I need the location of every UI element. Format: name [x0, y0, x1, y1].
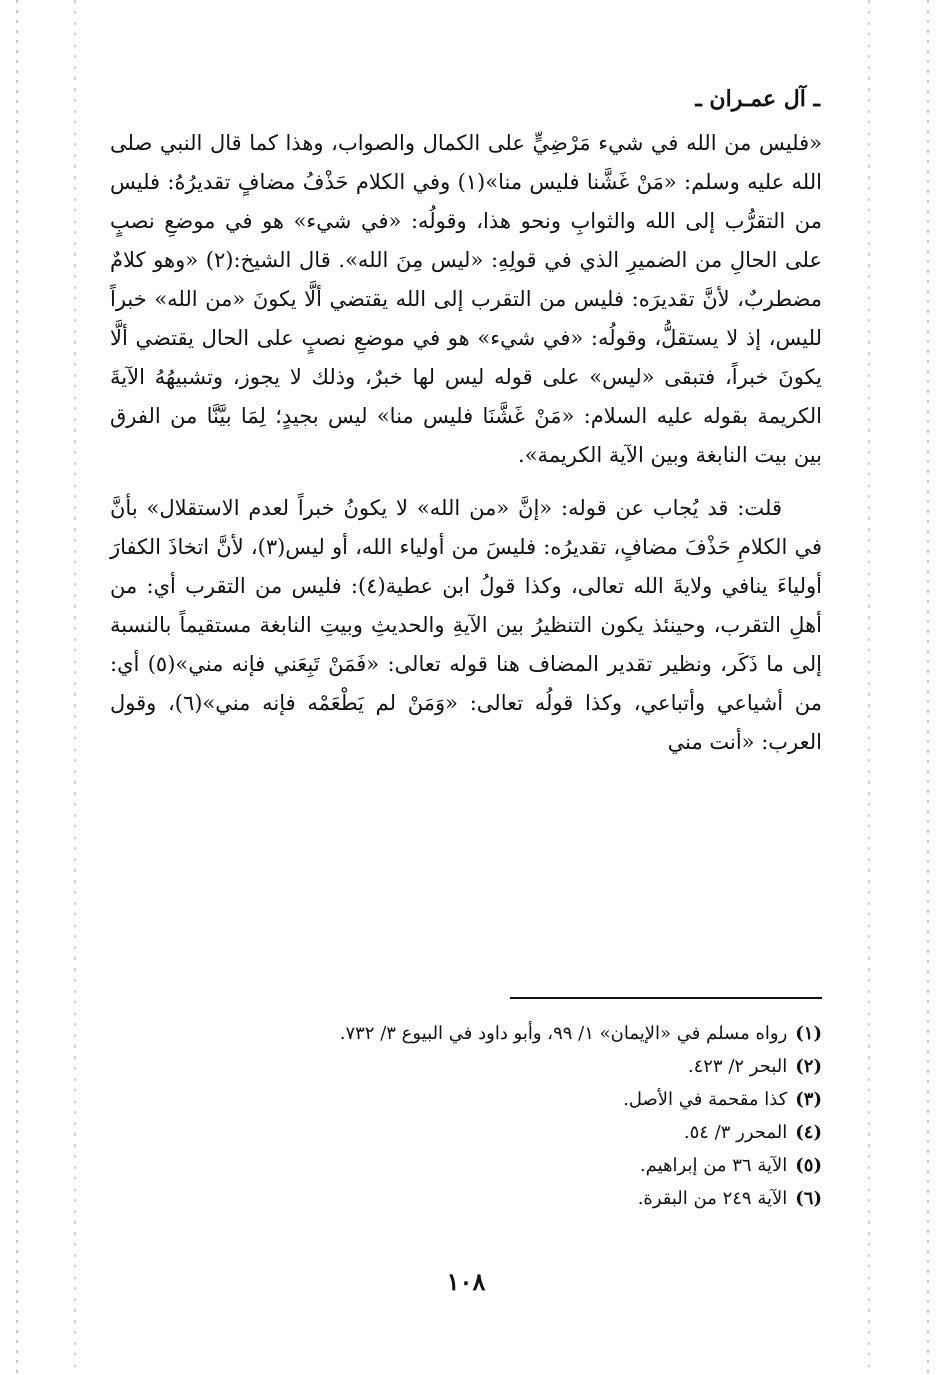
paragraph-2: قلت: قد يُجاب عن قوله: «إنَّ «من الله» لا يكونُ خبراً لعدم الاستقلال» بأنَّ في الكلامِ حَذْفَ مضافٍ، تقديرُه: فليسَ من أولياء الله، أو ليس(٣)، لأنَّ اتخاذَ الكفارَ أولياءَ ينافي ولايةَ الله تعالى، وكذا قولُ ابن عطية(٤): فليس من التقرب أي: من أهلِ التقرب، وحينئذ يكون التنظيرُ بين الآيةِ والحديثِ وبيتِ النابغة مستقيماً بالنسبة إلى ما ذَكَر، ونظير تقدير المضاف هنا قوله تعالى: «فَمَنْ تَبِعَني فإنه مني»(٥) أي: من أشياعي وأتباعي، وكذا قولُه تعالى: «وَمَنْ لم يَطْعَمْه فإنه مني»(٦)، وقول العرب: «أنت مني	[110, 496, 822, 754]
footnote-item	[110, 1182, 822, 1215]
footnote-item	[110, 1083, 822, 1116]
footnote-divider	[510, 997, 822, 999]
footnote-number: (٥)	[795, 1155, 822, 1176]
footnote-text: المحرر ٣/ ٥٤.	[683, 1122, 788, 1143]
running-header: ـ آل عمـران ـ	[695, 86, 820, 112]
book-page	[110, 80, 822, 1330]
footnote-text: الآية ٢٤٩ من البقرة.	[637, 1188, 788, 1209]
main-text	[110, 124, 822, 762]
footnote-number: (٢)	[795, 1056, 822, 1077]
footnotes-list	[110, 1017, 822, 1215]
paragraph-1: «فليس من الله في شيء مَرْضِيٍّ على الكمال والصواب، وهذا كما قال النبي صلى الله عليه وسلم: «مَنْ غَشَّنا فليس منا»(١) وفي الكلام حَذْفُ مضافٍ تقديرُهُ: فليس من التقرُّب إلى الله والثوابِ ونحو هذا، وقولُه: «في شيء» هو في موضعِ نصبٍ على الحالِ من الضميرِ الذي في قولِهِ: «ليس مِنَ الله». قال الشيخ:(٢) «وهو كلامٌ مضطربٌ، لأنَّ تقديرَه: فليس من التقرب إلى الله يقتضي ألَّا يكونَ «من الله» خبراً لليس، إذ لا يستقلُّ، وقولُه: «في شيء» هو في موضعِ نصبٍ على الحال يقتضي ألَّا يكونَ خبراً، فتبقى «ليس» على قوله ليس لها خبرٌ، وذلك لا يجوز، وتشبيهُهُ الآيةَ الكريمة بقوله عليه السلام: «مَنْ غَشَّنَا فليس منا» ليس بجيدٍ؛ لِمَا بيَّنَّا من الفرق بين بيت النابغة وبين الآية الكريمة».	[110, 131, 822, 467]
footnote-number: (٤)	[795, 1122, 822, 1143]
page-number: ١٠٨	[446, 1267, 486, 1296]
footnote-text: البحر ٢/ ٤٢٣.	[687, 1056, 788, 1077]
footnote-number: (٦)	[795, 1188, 822, 1209]
footnote-text: رواه مسلم في «الإيمان» ١/ ٩٩، وأبو داود في البيوع ٣/ ٧٣٢.	[339, 1023, 788, 1044]
footnote-item	[110, 1116, 822, 1149]
footnote-item	[110, 1050, 822, 1083]
footnote-text: كذا مقحمة في الأصل.	[623, 1089, 788, 1110]
footnote-item	[110, 1017, 822, 1050]
footnote-number: (٣)	[795, 1089, 822, 1110]
footnote-text: الآية ٣٦ من إبراهيم.	[639, 1155, 788, 1176]
footnote-item	[110, 1149, 822, 1182]
footnote-number: (١)	[795, 1023, 822, 1044]
